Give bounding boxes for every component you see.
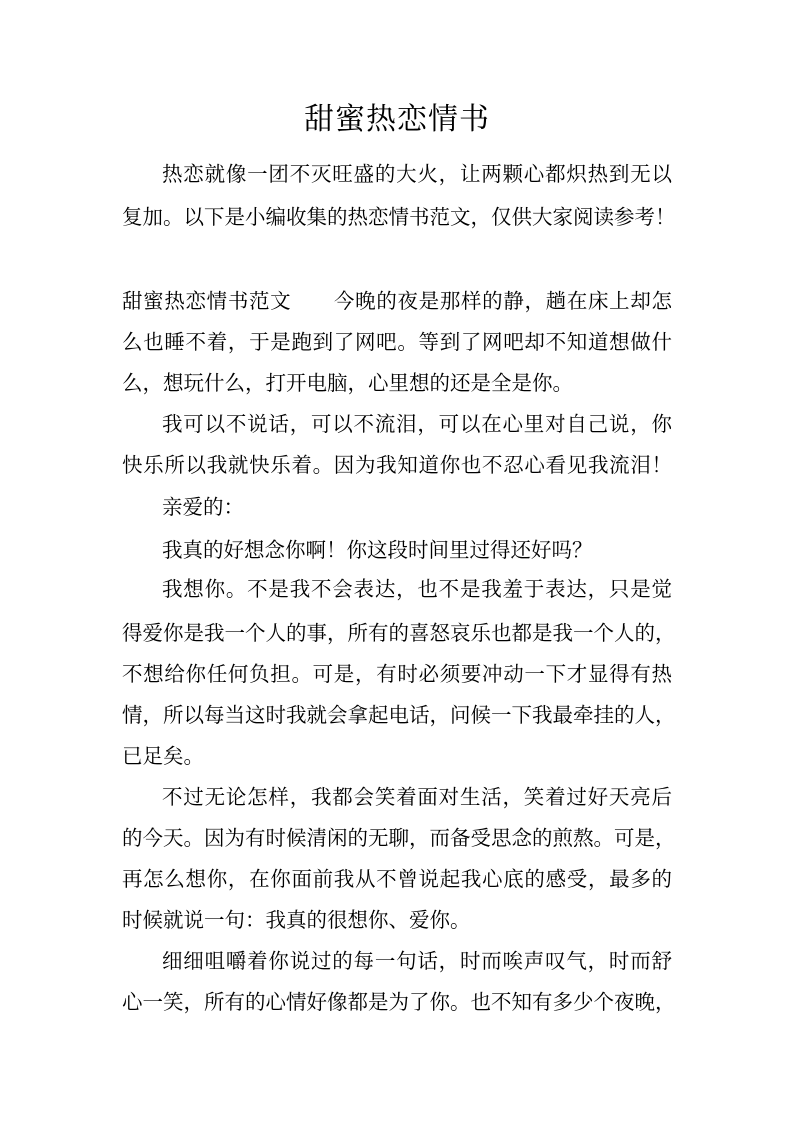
section-first-text: 今晚的夜是那样的静，趟在床上却怎 (333, 289, 673, 313)
p7-line-1: 细细咀嚼着你说过的每一句话，时而唉声叹气，时而舒 (162, 949, 672, 973)
intro-line-2: 复加。以下是小编收集的热恋情书范文，仅供大家阅读参考！ (122, 205, 676, 229)
p5-line-1: 我想你。不是我不会表达，也不是我羞于表达，只是觉 (162, 577, 672, 601)
section-first-line (122, 287, 672, 315)
p5-line-5: 已足矣。 (122, 744, 204, 768)
section-heading: 甜蜜热恋情书范文 (122, 289, 292, 313)
p6-line-4: 时候就说一句：我真的很想你、爱你。 (122, 908, 471, 932)
p3-line-1: 亲爱的： (162, 495, 244, 519)
p2-line-1: 我可以不说话，可以不流泪，可以在心里对自己说，你 (162, 412, 672, 436)
p6-line-2: 的今天。因为有时候清闲的无聊，而备受思念的煎熬。可是， (122, 826, 676, 850)
p1-line-3: 么，想玩什么，打开电脑，心里想的还是全是你。 (122, 371, 573, 395)
document-title: 甜蜜热恋情书 (304, 102, 490, 137)
p2-line-2: 快乐所以我就快乐着。因为我知道你也不忍心看见我流泪！ (122, 453, 672, 477)
p1-line-2: 么也睡不着，于是跑到了网吧。等到了网吧却不知道想做什 (122, 330, 672, 354)
p6-line-1: 不过无论怎样，我都会笑着面对生活，笑着过好天亮后 (162, 785, 672, 809)
p5-line-3: 不想给你任何负担。可是，有时必须要冲动一下才显得有热 (122, 662, 672, 686)
p7-line-2: 心一笑，所有的心情好像都是为了你。也不知有多少个夜晚， (122, 990, 676, 1014)
p5-line-4: 情，所以每当这时我就会拿起电话，问候一下我最牵挂的人， (122, 703, 676, 727)
p4-line-1: 我真的好想念你啊！你这段时间里过得还好吗？ (162, 538, 593, 562)
p6-line-3: 再怎么想你，在你面前我从不曾说起我心底的感受，最多的 (122, 867, 672, 891)
p5-line-2: 得爱你是我一个人的事，所有的喜怒哀乐也都是我一个人的， (122, 621, 676, 645)
intro-line-1: 热恋就像一团不灭旺盛的大火，让两颗心都炽热到无以 (162, 162, 672, 186)
